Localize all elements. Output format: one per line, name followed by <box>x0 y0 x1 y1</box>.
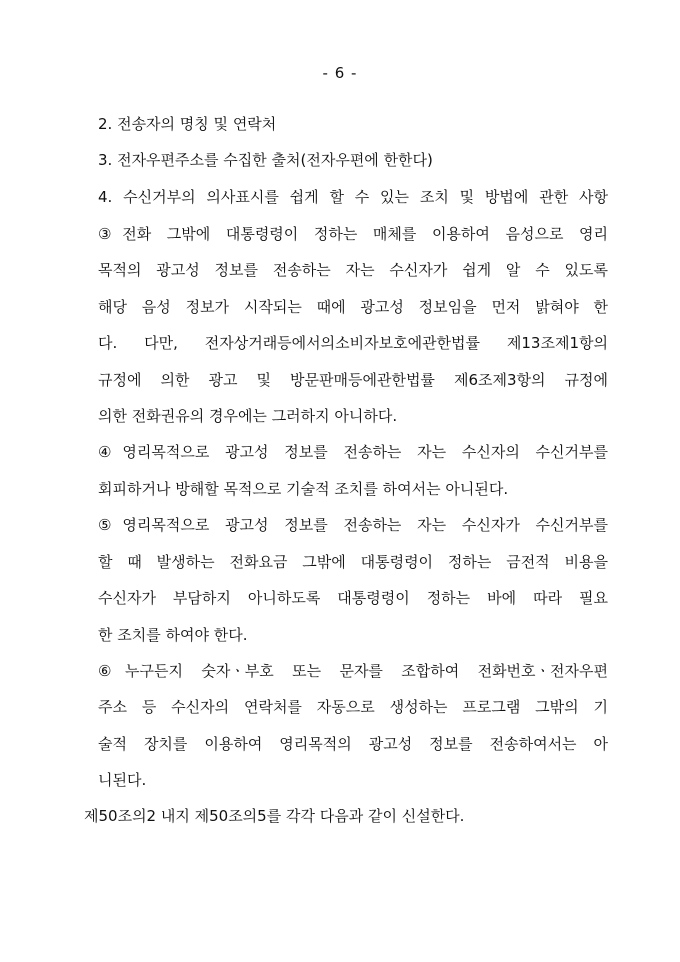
text-line: 할 때 발생하는 전화요금 그밖에 대통령령이 정하는 금전적 비용을 <box>98 553 608 571</box>
text-line: 4. 수신거부의 의사표시를 쉽게 할 수 있는 조치 및 방법에 관한 사항 <box>98 188 608 206</box>
text-line: 니된다. <box>98 771 147 789</box>
text-line: 목적의 광고성 정보를 전송하는 자는 수신자가 쉽게 알 수 있도록 <box>98 261 608 279</box>
text-line: 해당 음성 정보가 시작되는 때에 광고성 정보임을 먼저 밝혀야 한 <box>98 298 608 316</box>
text-line: 다. 다만, 전자상거래등에서의소비자보호에관한법률 제13조제1항의 <box>98 334 608 352</box>
text-line: 회피하거나 방해할 목적으로 기술적 조치를 하여서는 아니된다. <box>98 480 509 498</box>
text-line: 한 조치를 하여야 한다. <box>98 626 248 644</box>
text-line: 2. 전송자의 명칭 및 연락처 <box>98 115 277 133</box>
page-number: - 6 - <box>322 64 358 82</box>
text-line: 3. 전자우편주소를 수집한 출처(전자우편에 한한다) <box>98 151 433 169</box>
text-line: 수신자가 부담하지 아니하도록 대통령령이 정하는 바에 따라 필요 <box>98 589 608 607</box>
text-line: 규정에 의한 광고 및 방문판매등에관한법률 제6조제3항의 규정에 <box>98 371 608 389</box>
text-line: 의한 전화권유의 경우에는 그러하지 아니하다. <box>98 407 398 425</box>
text-line: ⑥누구든지 숫자ㆍ부호 또는 문자를 조합하여 전화번호ㆍ전자우편 <box>98 662 608 680</box>
text-line: ③전화 그밖에 대통령령이 정하는 매체를 이용하여 음성으로 영리 <box>98 225 608 243</box>
text-line: 주소 등 수신자의 연락처를 자동으로 생성하는 프로그램 그밖의 기 <box>98 698 608 716</box>
text-line: 술적 장치를 이용하여 영리목적의 광고성 정보를 전송하여서는 아 <box>98 735 608 753</box>
text-line: ④영리목적으로 광고성 정보를 전송하는 자는 수신자의 수신거부를 <box>98 443 608 461</box>
text-line: 제50조의2 내지 제50조의5를 각각 다음과 같이 신설한다. <box>84 807 465 825</box>
text-line: ⑤영리목적으로 광고성 정보를 전송하는 자는 수신자가 수신거부를 <box>98 516 608 534</box>
